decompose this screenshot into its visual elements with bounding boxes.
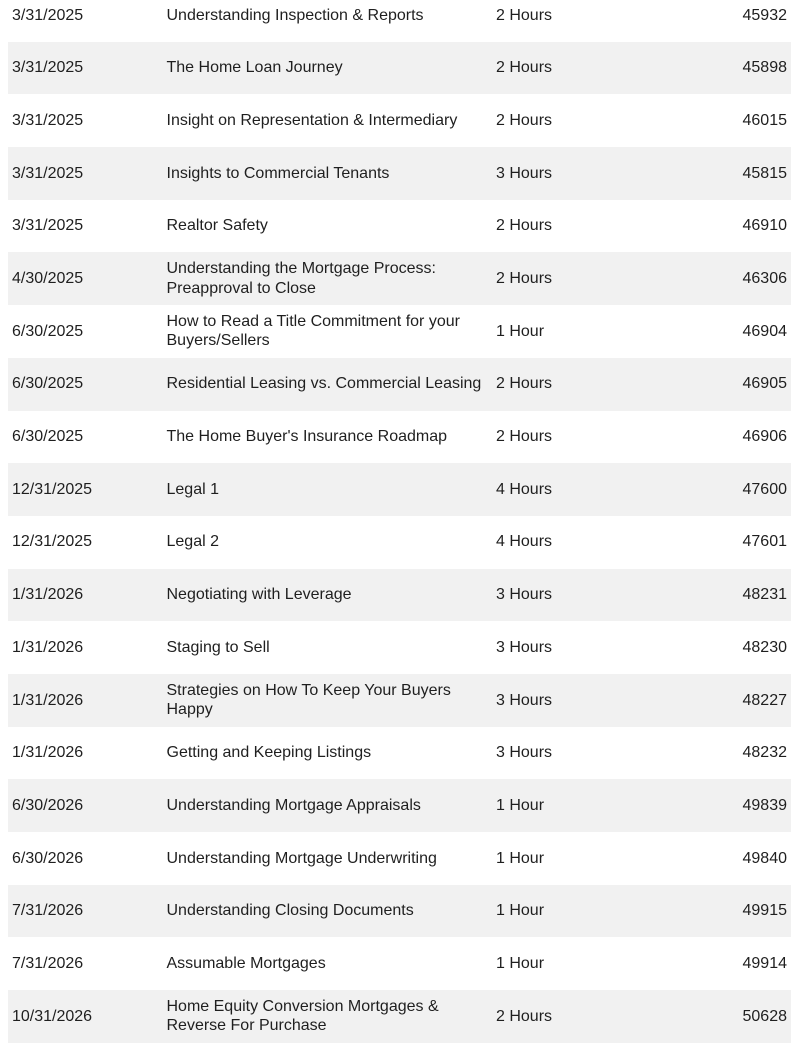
course-number: 47600 bbox=[742, 480, 787, 498]
course-hours: 2 Hours bbox=[496, 6, 553, 24]
course-hours: 2 Hours bbox=[496, 375, 553, 393]
course-title: The Home Loan Journey bbox=[166, 59, 343, 77]
course-number: 45932 bbox=[742, 6, 787, 24]
table-row bbox=[8, 674, 791, 727]
course-expiration-date: 3/31/2025 bbox=[12, 217, 84, 235]
course-title: Strategies on How To Keep Your Buyers Happy bbox=[166, 681, 451, 719]
course-number: 47601 bbox=[742, 533, 787, 551]
course-table bbox=[8, 0, 791, 1043]
course-expiration-date: 7/31/2026 bbox=[12, 954, 84, 972]
course-expiration-date: 10/31/2026 bbox=[12, 1007, 93, 1025]
course-hours: 1 Hour bbox=[496, 849, 545, 867]
course-title: Understanding Closing Documents bbox=[166, 902, 414, 920]
table-row bbox=[8, 885, 791, 938]
table-row bbox=[8, 779, 791, 832]
table-row bbox=[8, 358, 791, 411]
table-row bbox=[8, 463, 791, 516]
course-title: Home Equity Conversion Mortgages & Reverse For Purchase bbox=[166, 997, 439, 1035]
course-hours: 3 Hours bbox=[496, 691, 553, 709]
course-number: 48230 bbox=[742, 638, 787, 656]
table-row bbox=[8, 147, 791, 200]
course-number: 48227 bbox=[742, 691, 787, 709]
course-title: Realtor Safety bbox=[166, 217, 268, 235]
table-row bbox=[8, 990, 791, 1043]
course-hours: 2 Hours bbox=[496, 217, 553, 235]
table-row bbox=[8, 305, 791, 358]
course-hours: 1 Hour bbox=[496, 322, 545, 340]
course-title: Insights to Commercial Tenants bbox=[166, 164, 390, 182]
course-hours: 2 Hours bbox=[496, 59, 553, 77]
course-expiration-date: 6/30/2026 bbox=[12, 849, 84, 867]
course-title: Understanding Inspection & Reports bbox=[166, 6, 424, 24]
course-number: 46904 bbox=[742, 322, 787, 340]
table-row bbox=[8, 200, 791, 253]
course-hours: 3 Hours bbox=[496, 638, 553, 656]
course-title: Negotiating with Leverage bbox=[166, 586, 352, 604]
course-title: Understanding the Mortgage Process: Preapproval to Close bbox=[166, 260, 436, 297]
course-hours: 2 Hours bbox=[496, 270, 553, 288]
course-expiration-date: 6/30/2026 bbox=[12, 796, 84, 814]
course-hours: 2 Hours bbox=[496, 428, 553, 446]
course-number: 46306 bbox=[742, 270, 787, 288]
course-expiration-date: 6/30/2025 bbox=[12, 428, 84, 446]
table-row bbox=[8, 569, 791, 622]
course-hours: 3 Hours bbox=[496, 164, 553, 182]
course-expiration-date: 6/30/2025 bbox=[12, 375, 84, 393]
course-hours: 4 Hours bbox=[496, 480, 553, 498]
table-row bbox=[8, 94, 791, 147]
course-number: 46015 bbox=[742, 111, 787, 129]
course-expiration-date: 12/31/2025 bbox=[12, 480, 93, 498]
course-expiration-date: 1/31/2026 bbox=[12, 691, 84, 709]
course-number: 49839 bbox=[742, 796, 787, 814]
course-number: 46910 bbox=[742, 217, 787, 235]
table-row bbox=[8, 42, 791, 95]
course-expiration-date: 7/31/2026 bbox=[12, 902, 84, 920]
course-expiration-date: 6/30/2025 bbox=[12, 322, 84, 340]
course-title: Residential Leasing vs. Commercial Leasing bbox=[166, 375, 482, 393]
course-expiration-date: 3/31/2025 bbox=[12, 6, 84, 24]
course-title: Understanding Mortgage Appraisals bbox=[166, 796, 421, 814]
course-number: 49840 bbox=[742, 849, 787, 867]
course-expiration-date: 1/31/2026 bbox=[12, 638, 84, 656]
course-number: 48231 bbox=[742, 586, 787, 604]
course-title: Assumable Mortgages bbox=[166, 954, 326, 972]
table-row bbox=[8, 516, 791, 569]
course-title: Understanding Mortgage Underwriting bbox=[166, 849, 437, 867]
course-hours: 1 Hour bbox=[496, 902, 545, 920]
course-expiration-date: 3/31/2025 bbox=[12, 111, 84, 129]
table-row bbox=[8, 727, 791, 780]
course-number: 49914 bbox=[742, 954, 787, 972]
course-hours: 3 Hours bbox=[496, 586, 553, 604]
course-hours: 1 Hour bbox=[496, 954, 545, 972]
table-row bbox=[8, 0, 791, 42]
course-title: How to Read a Title Commitment for your Buyers/Sellers bbox=[166, 312, 460, 350]
course-hours: 1 Hour bbox=[496, 796, 545, 814]
course-expiration-date: 1/31/2026 bbox=[12, 586, 84, 604]
course-hours: 2 Hours bbox=[496, 111, 553, 129]
course-expiration-date: 12/31/2025 bbox=[12, 533, 93, 551]
course-hours: 4 Hours bbox=[496, 533, 553, 551]
course-expiration-date: 1/31/2026 bbox=[12, 744, 84, 762]
table-row bbox=[8, 252, 791, 305]
course-hours: 3 Hours bbox=[496, 744, 553, 762]
course-expiration-date: 4/30/2025 bbox=[12, 270, 84, 288]
course-number: 45815 bbox=[742, 164, 787, 182]
course-title: Legal 2 bbox=[166, 533, 219, 551]
course-title: Staging to Sell bbox=[166, 638, 270, 656]
course-title: Insight on Representation & Intermediary bbox=[166, 111, 458, 129]
table-row bbox=[8, 832, 791, 885]
course-hours: 2 Hours bbox=[496, 1007, 553, 1025]
course-number: 46906 bbox=[742, 428, 787, 446]
table-row bbox=[8, 937, 791, 990]
course-expiration-date: 3/31/2025 bbox=[12, 59, 84, 77]
course-number: 46905 bbox=[742, 375, 787, 393]
course-number: 45898 bbox=[742, 59, 787, 77]
course-expiration-date: 3/31/2025 bbox=[12, 164, 84, 182]
course-number: 50628 bbox=[742, 1007, 787, 1025]
course-number: 48232 bbox=[742, 744, 787, 762]
course-title: The Home Buyer's Insurance Roadmap bbox=[166, 428, 448, 446]
table-row bbox=[8, 621, 791, 674]
table-row bbox=[8, 411, 791, 464]
course-number: 49915 bbox=[742, 902, 787, 920]
course-title: Getting and Keeping Listings bbox=[166, 744, 372, 762]
course-title: Legal 1 bbox=[166, 480, 219, 498]
